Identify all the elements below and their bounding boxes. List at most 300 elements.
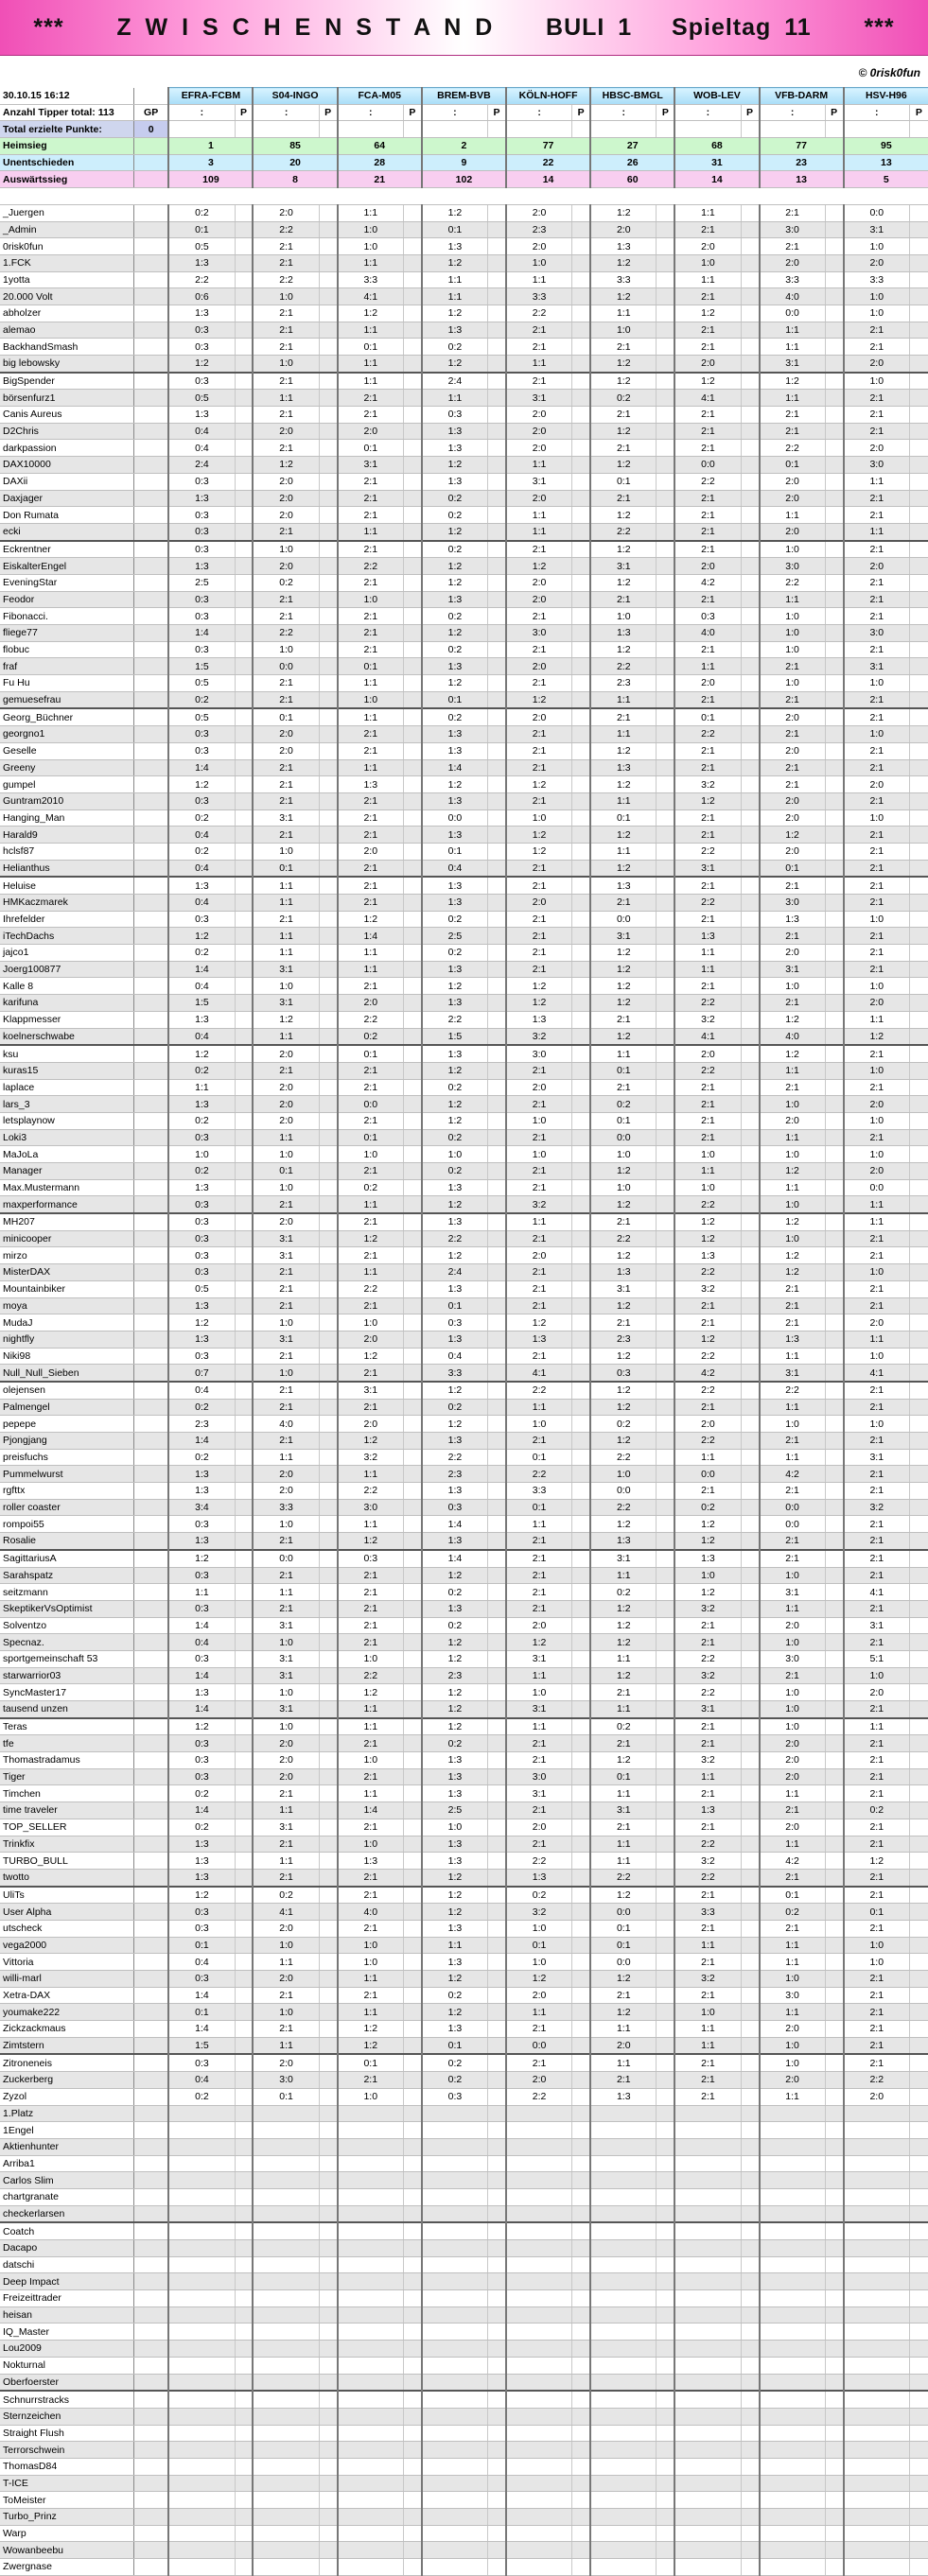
- player-tip: [506, 2408, 572, 2425]
- player-tip: [590, 2205, 657, 2222]
- player-tip-points: [319, 2155, 337, 2172]
- player-tip: 1:0: [844, 1112, 910, 1129]
- player-tip: 1:3: [422, 1600, 488, 1617]
- player-tip: 0:0: [760, 1499, 826, 1516]
- player-tip-points: [488, 373, 506, 390]
- player-tip: 2:1: [338, 877, 404, 894]
- player-tip: 2:1: [844, 1600, 910, 1617]
- player-tip-points: [572, 1028, 590, 1045]
- player-tip-points: [825, 1920, 843, 1937]
- player-tip-points: [319, 792, 337, 809]
- player-tip-points: [741, 490, 759, 507]
- player-name: big lebowsky: [0, 356, 133, 373]
- player-points: [133, 708, 168, 725]
- player-tip-points: [825, 2240, 843, 2257]
- player-tip: 1:3: [590, 759, 657, 776]
- player-tip: 3:1: [590, 928, 657, 945]
- player-tip: 0:1: [590, 1920, 657, 1937]
- player-tip: 2:0: [506, 895, 572, 912]
- player-points: [133, 1433, 168, 1450]
- player-tip-points: [235, 2172, 253, 2189]
- player-points: [133, 1163, 168, 1180]
- player-points: [133, 2205, 168, 2222]
- player-tip-points: [825, 356, 843, 373]
- player-tip-points: [319, 1466, 337, 1483]
- player-tip-points: [657, 1533, 674, 1550]
- player-tip: 1:0: [422, 1819, 488, 1836]
- player-tip-points: [572, 1146, 590, 1163]
- player-tip-points: [741, 675, 759, 692]
- player-tip: 1:1: [760, 1600, 826, 1617]
- player-tip: 2:1: [338, 742, 404, 759]
- player-tip: [760, 2188, 826, 2205]
- player-tip: 3:0: [760, 558, 826, 575]
- player-tip-points: [741, 2155, 759, 2172]
- player-tip-points: [488, 608, 506, 625]
- player-tip: [506, 2509, 572, 2526]
- player-tip-points: [572, 2525, 590, 2542]
- player-tip-points: [657, 1079, 674, 1096]
- player-tip: 2:1: [760, 1433, 826, 1450]
- player-tip-points: [909, 1617, 928, 1634]
- player-tip: 4:0: [760, 1028, 826, 1045]
- player-tip: [760, 2138, 826, 2155]
- player-tip-points: [825, 2037, 843, 2054]
- player-tip: 1:1: [590, 691, 657, 708]
- player-row: [0, 1112, 928, 1129]
- player-name: Terrorschwein: [0, 2442, 133, 2459]
- player-tip: 2:1: [506, 675, 572, 692]
- player-tip-points: [909, 1819, 928, 1836]
- player-tip: 1:1: [674, 658, 741, 675]
- player-tip-points: [319, 625, 337, 642]
- player-tip: 1:0: [844, 726, 910, 743]
- player-tip: 2:0: [674, 238, 741, 255]
- player-points: [133, 305, 168, 322]
- player-tip-points: [657, 574, 674, 591]
- player-tip: 1:3: [422, 1853, 488, 1870]
- player-tip: 2:1: [760, 1079, 826, 1096]
- player-tip-points: [825, 254, 843, 271]
- player-tip-points: [825, 1650, 843, 1667]
- stat-value: 64: [338, 138, 422, 155]
- player-tip: [168, 2205, 235, 2222]
- player-tip-points: [657, 1264, 674, 1281]
- player-tip: 2:0: [253, 1752, 319, 1769]
- player-tip-points: [657, 1802, 674, 1819]
- player-tip-points: [235, 440, 253, 457]
- player-tip: 1:0: [590, 608, 657, 625]
- player-tip: [338, 2525, 404, 2542]
- player-points: [133, 2004, 168, 2021]
- player-tip: 2:1: [674, 1954, 741, 1971]
- player-tip-points: [825, 945, 843, 962]
- player-tip-points: [741, 2442, 759, 2459]
- player-tip-points: [319, 2559, 337, 2576]
- player-tip: 2:1: [338, 1062, 404, 1079]
- player-tip: 1:2: [760, 1045, 826, 1062]
- player-row: [0, 1650, 928, 1667]
- player-tip: 2:0: [506, 708, 572, 725]
- player-tip: 1:3: [422, 1179, 488, 1196]
- empty-cell: [844, 121, 910, 138]
- player-tip-points: [572, 238, 590, 255]
- player-tip-points: [572, 1735, 590, 1752]
- player-row: [0, 1449, 928, 1466]
- player-tip: 0:3: [168, 1600, 235, 1617]
- player-tip: 1:0: [844, 1062, 910, 1079]
- player-row: [0, 2072, 928, 2089]
- player-tip: 2:2: [674, 1869, 741, 1886]
- player-tip: 1:1: [338, 254, 404, 271]
- player-tip-points: [319, 2240, 337, 2257]
- player-tip-points: [572, 373, 590, 390]
- player-name: 1yotta: [0, 271, 133, 288]
- player-tip-points: [319, 978, 337, 995]
- player-tip: 2:2: [506, 1466, 572, 1483]
- player-tip: 3:0: [338, 1499, 404, 1516]
- player-points: [133, 1667, 168, 1684]
- stat-value: 77: [506, 138, 590, 155]
- player-tip: 2:3: [590, 1331, 657, 1348]
- tip-column-header: :: [844, 104, 910, 121]
- player-tip-points: [319, 2458, 337, 2475]
- player-tip: 2:1: [844, 1735, 910, 1752]
- player-tip: [506, 2492, 572, 2509]
- player-tip-points: [319, 2273, 337, 2290]
- player-tip: 2:1: [674, 1096, 741, 1113]
- player-tip: [844, 2290, 910, 2307]
- player-tip-points: [403, 1853, 421, 1870]
- player-tip-points: [319, 961, 337, 978]
- total-points-label: Total erzielte Punkte:: [0, 121, 133, 138]
- player-name: Arriba1: [0, 2155, 133, 2172]
- player-tip-points: [657, 2425, 674, 2442]
- player-tip: 1:2: [590, 945, 657, 962]
- player-name: seitzmann: [0, 1584, 133, 1601]
- player-tip-points: [403, 2021, 421, 2038]
- player-tip: 2:1: [506, 911, 572, 928]
- player-tip-points: [235, 2273, 253, 2290]
- player-tip: 2:1: [338, 1112, 404, 1129]
- player-tip-points: [572, 792, 590, 809]
- player-tip: 2:1: [253, 1533, 319, 1550]
- player-tip: 2:1: [760, 1667, 826, 1684]
- player-tip-points: [572, 1230, 590, 1247]
- stat-value: 3: [168, 154, 253, 171]
- player-row: [0, 2138, 928, 2155]
- player-row: [0, 2004, 928, 2021]
- player-tip: 3:1: [674, 1701, 741, 1718]
- player-tip-points: [657, 1735, 674, 1752]
- player-tip-points: [825, 1752, 843, 1769]
- player-tip-points: [319, 1650, 337, 1667]
- player-tip: 0:2: [422, 1399, 488, 1416]
- player-tip-points: [319, 1096, 337, 1113]
- player-tip-points: [825, 1869, 843, 1886]
- player-tip-points: [403, 1768, 421, 1785]
- player-tip-points: [319, 473, 337, 490]
- player-tip-points: [403, 675, 421, 692]
- player-tip-points: [572, 339, 590, 356]
- player-tip-points: [741, 2122, 759, 2139]
- player-tip-points: [403, 204, 421, 221]
- player-row: [0, 1584, 928, 1601]
- player-tip-points: [825, 238, 843, 255]
- player-tip: 1:2: [590, 1617, 657, 1634]
- player-tip: 2:1: [844, 507, 910, 524]
- player-tip: 0:3: [168, 608, 235, 625]
- player-tip-points: [909, 440, 928, 457]
- player-row: [0, 1971, 928, 1988]
- player-tip: 2:1: [674, 978, 741, 995]
- player-name: willi-marl: [0, 1971, 133, 1988]
- player-tip: 2:5: [422, 928, 488, 945]
- player-tip-points: [488, 2222, 506, 2239]
- player-tip: 2:1: [760, 1550, 826, 1567]
- player-tip: [422, 2442, 488, 2459]
- player-tip-points: [488, 1650, 506, 1667]
- player-tip: 1:1: [253, 945, 319, 962]
- player-tip: 2:1: [338, 726, 404, 743]
- player-tip-points: [235, 1264, 253, 1281]
- player-tip-points: [235, 1550, 253, 1567]
- player-tip-points: [235, 1382, 253, 1399]
- player-tip: 2:1: [844, 339, 910, 356]
- player-tip-points: [488, 1348, 506, 1365]
- player-points: [133, 928, 168, 945]
- player-tip: 1:3: [422, 877, 488, 894]
- page-title: *** Z W I S C H E N S T A N D BULI 1 Spieltag 11 ***: [33, 14, 895, 41]
- player-tip: 0:3: [422, 1499, 488, 1516]
- player-tip-points: [741, 1567, 759, 1584]
- player-tip-points: [572, 742, 590, 759]
- player-name: twotto: [0, 1869, 133, 1886]
- player-tip: 1:4: [168, 2021, 235, 2038]
- match-header: HSV-H96: [844, 88, 928, 105]
- player-tip: 1:1: [338, 1196, 404, 1213]
- player-tip-points: [572, 945, 590, 962]
- player-row: [0, 1768, 928, 1785]
- player-tip: 1:1: [844, 523, 910, 540]
- player-tip: 0:2: [168, 1449, 235, 1466]
- player-name: 1.Platz: [0, 2105, 133, 2122]
- player-tip: 0:1: [338, 658, 404, 675]
- player-tip: [590, 2105, 657, 2122]
- player-tip-points: [825, 2290, 843, 2307]
- player-tip-points: [572, 2341, 590, 2358]
- player-tip-points: [488, 221, 506, 238]
- player-tip: 2:0: [844, 1096, 910, 1113]
- player-points: [133, 1146, 168, 1163]
- player-tip-points: [572, 1650, 590, 1667]
- player-tip: 2:4: [422, 1264, 488, 1281]
- player-tip: [422, 2492, 488, 2509]
- player-tip-points: [403, 1499, 421, 1516]
- player-tip-points: [488, 2155, 506, 2172]
- player-name: D2Chris: [0, 423, 133, 440]
- player-tip: 1:1: [253, 1449, 319, 1466]
- player-points: [133, 339, 168, 356]
- player-tip-points: [488, 1499, 506, 1516]
- player-tip: [168, 2290, 235, 2307]
- player-tip: [844, 2542, 910, 2559]
- player-tip: 2:1: [590, 1735, 657, 1752]
- player-tip: 2:1: [506, 1735, 572, 1752]
- player-tip-points: [657, 1701, 674, 1718]
- player-tip-points: [235, 339, 253, 356]
- player-tip: 2:1: [253, 1600, 319, 1617]
- player-tip: 2:1: [760, 877, 826, 894]
- player-tip: 2:0: [844, 440, 910, 457]
- player-tip: 0:2: [168, 1062, 235, 1079]
- player-tip: [674, 2256, 741, 2273]
- player-tip: 3:0: [253, 2072, 319, 2089]
- player-tip: [506, 2306, 572, 2324]
- player-tip: 2:1: [506, 2054, 572, 2071]
- player-tip: 1:2: [168, 1718, 235, 1735]
- player-tip: 2:1: [253, 1785, 319, 1802]
- player-tip: 1:3: [168, 1297, 235, 1314]
- player-tip: [674, 2172, 741, 2189]
- player-name: Feodor: [0, 591, 133, 608]
- player-tip-points: [572, 726, 590, 743]
- player-tip: 2:0: [506, 658, 572, 675]
- player-name: youmake222: [0, 2004, 133, 2021]
- player-tip: 1:4: [168, 1987, 235, 2004]
- player-tip: [760, 2105, 826, 2122]
- player-tip-points: [909, 1785, 928, 1802]
- player-row: [0, 658, 928, 675]
- player-tip-points: [657, 2037, 674, 2054]
- player-tip: 1:1: [338, 1701, 404, 1718]
- player-tip: [590, 2559, 657, 2576]
- player-tip-points: [235, 204, 253, 221]
- player-points: [133, 1179, 168, 1196]
- player-row: [0, 2172, 928, 2189]
- player-tip-points: [657, 407, 674, 424]
- player-points: [133, 1062, 168, 1079]
- player-tip-points: [741, 1096, 759, 1113]
- player-name: Palmengel: [0, 1399, 133, 1416]
- player-tip: 2:0: [760, 473, 826, 490]
- player-tip: 2:1: [674, 407, 741, 424]
- player-tip: 1:3: [422, 1920, 488, 1937]
- player-tip-points: [488, 356, 506, 373]
- player-tip: 3:1: [844, 658, 910, 675]
- player-tip: 1:0: [844, 1348, 910, 1365]
- player-tip-points: [235, 1399, 253, 1416]
- player-tip: [253, 2458, 319, 2475]
- player-tip: 0:2: [168, 1163, 235, 1180]
- player-tip-points: [909, 1853, 928, 1870]
- player-tip: 2:1: [590, 708, 657, 725]
- player-tip-points: [909, 708, 928, 725]
- player-tip: [338, 2122, 404, 2139]
- stat-value: 14: [674, 171, 759, 188]
- player-tip-points: [572, 843, 590, 860]
- player-tip-points: [235, 1096, 253, 1113]
- player-points: [133, 1466, 168, 1483]
- player-tip-points: [909, 1971, 928, 1988]
- player-tip: 0:2: [338, 1179, 404, 1196]
- player-tip: [674, 2205, 741, 2222]
- player-name: tfe: [0, 1735, 133, 1752]
- player-row: [0, 390, 928, 407]
- player-tip-points: [235, 2004, 253, 2021]
- player-tip-points: [657, 1129, 674, 1146]
- player-tip-points: [741, 1634, 759, 1651]
- player-tip: [422, 2542, 488, 2559]
- player-tip-points: [319, 322, 337, 339]
- player-tip: 1:1: [760, 507, 826, 524]
- player-row: [0, 961, 928, 978]
- player-tip: 1:2: [590, 995, 657, 1012]
- player-tip-points: [319, 373, 337, 390]
- player-tip: 0:3: [168, 1129, 235, 1146]
- player-tip-points: [572, 2188, 590, 2205]
- player-tip-points: [572, 895, 590, 912]
- player-tip: 1:1: [422, 390, 488, 407]
- player-tip: [590, 2509, 657, 2526]
- player-tip: 1:0: [760, 1971, 826, 1988]
- player-name: ThomasD84: [0, 2458, 133, 2475]
- player-tip-points: [909, 1634, 928, 1651]
- player-tip-points: [319, 2374, 337, 2391]
- player-tip-points: [488, 558, 506, 575]
- player-tip-points: [741, 1449, 759, 1466]
- player-tip: 2:1: [674, 523, 741, 540]
- player-tip: 2:1: [760, 928, 826, 945]
- player-tip: 2:1: [844, 928, 910, 945]
- player-tip-points: [235, 2306, 253, 2324]
- player-tip: [590, 2172, 657, 2189]
- player-tip: 1:0: [253, 541, 319, 558]
- player-tip-points: [235, 2509, 253, 2526]
- player-tip: 2:1: [844, 407, 910, 424]
- player-tip: 2:1: [760, 658, 826, 675]
- player-tip-points: [657, 322, 674, 339]
- player-tip: 2:1: [338, 1297, 404, 1314]
- player-tip: [506, 2290, 572, 2307]
- player-tip-points: [825, 322, 843, 339]
- player-tip: 2:1: [844, 2004, 910, 2021]
- player-tip: 1:2: [590, 254, 657, 271]
- stat-value: 77: [760, 138, 844, 155]
- player-tip-points: [741, 1129, 759, 1146]
- player-tip-points: [488, 2391, 506, 2408]
- player-tip: 2:1: [674, 1735, 741, 1752]
- player-name: Pjongjang: [0, 1433, 133, 1450]
- player-tip-points: [572, 1163, 590, 1180]
- player-tip-points: [488, 2509, 506, 2526]
- player-tip: 0:3: [168, 1516, 235, 1533]
- player-tip: [844, 2509, 910, 2526]
- player-tip-points: [572, 541, 590, 558]
- player-tip: 0:0: [844, 204, 910, 221]
- player-tip-points: [572, 305, 590, 322]
- player-row: [0, 1196, 928, 1213]
- player-tip-points: [741, 1819, 759, 1836]
- player-tip-points: [403, 843, 421, 860]
- player-tip-points: [235, 978, 253, 995]
- player-tip: 0:2: [422, 1617, 488, 1634]
- player-tip: 2:1: [253, 1987, 319, 2004]
- player-row: [0, 2509, 928, 2526]
- player-tip: 2:0: [760, 1768, 826, 1785]
- player-tip: [590, 2542, 657, 2559]
- player-tip-points: [572, 2492, 590, 2509]
